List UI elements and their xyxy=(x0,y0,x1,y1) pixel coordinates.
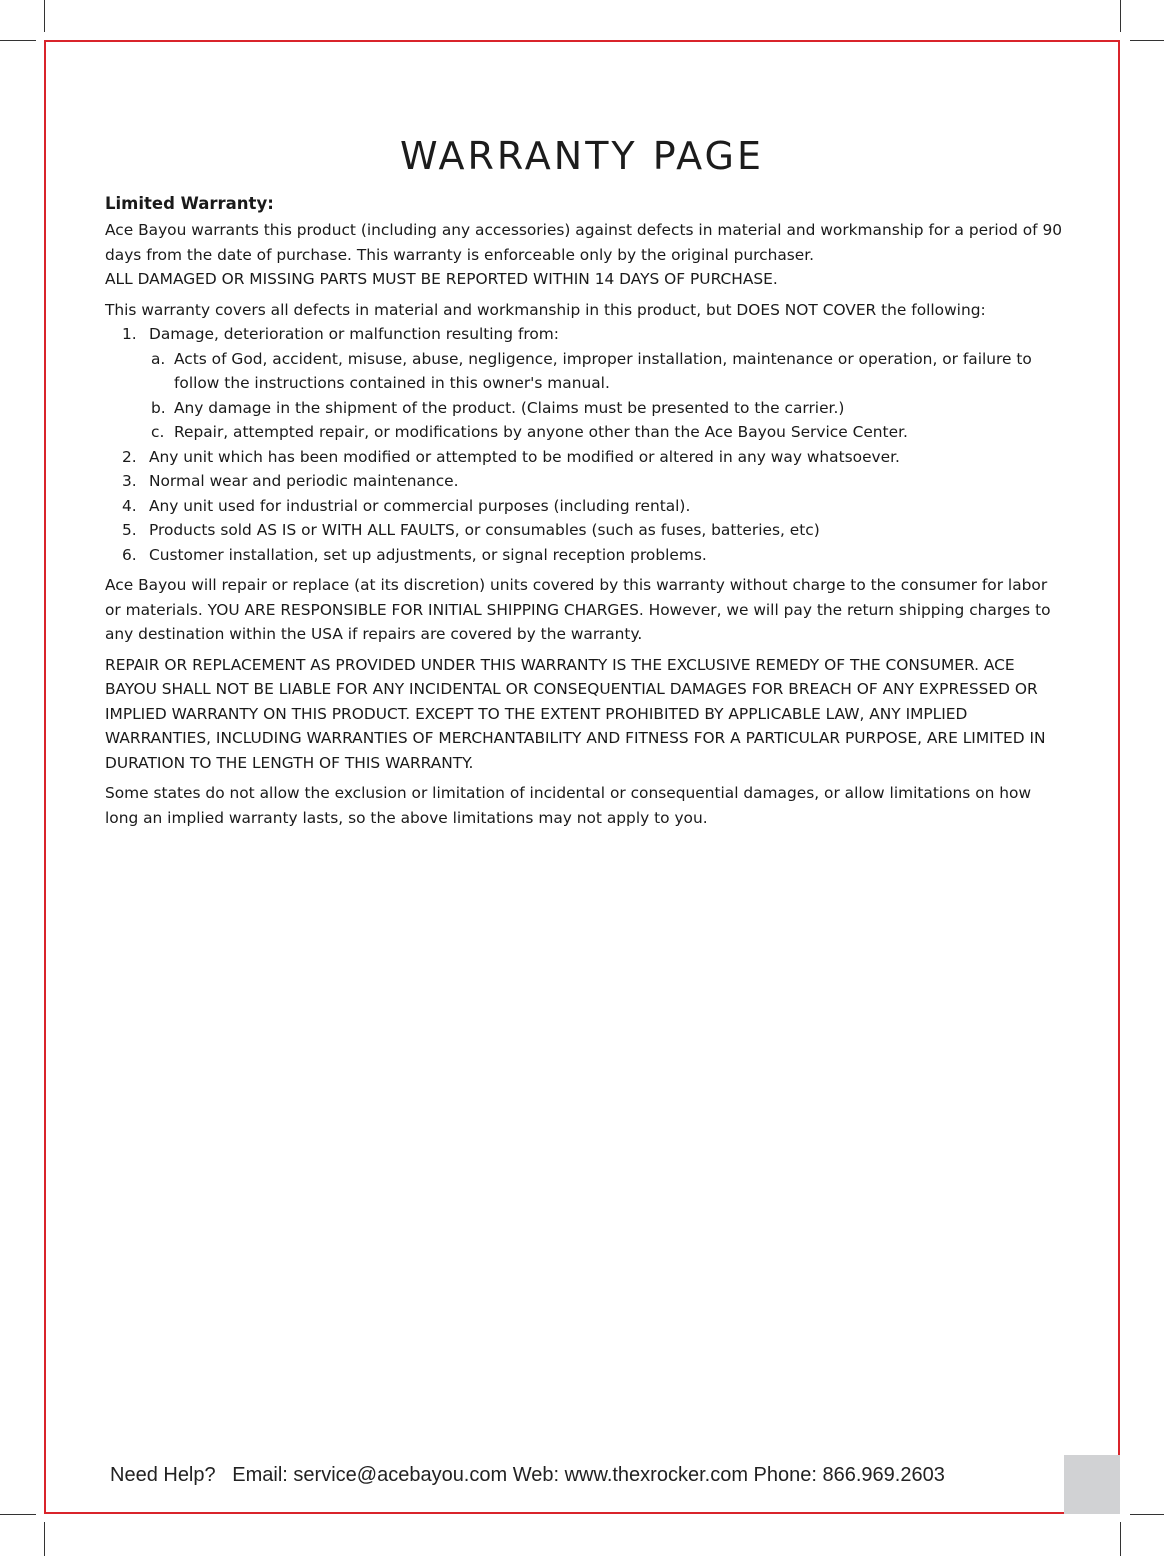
page-number-tab xyxy=(1064,1455,1120,1514)
remedy-paragraph: REPAIR OR REPLACEMENT AS PROVIDED UNDER THIS WARRANTY IS THE EXCLUSIVE REMEDY OF THE CONSUMER. ACE BAYOU SHALL NOT BE LIABLE FOR ANY INCIDENTAL OR CONSEQUENTIAL DAMAGES FOR BREACH OF ANY EXPRESSED OR IMPLIED WARRANTY ON THIS PRODUCT. EXCEPT TO THE EXTENT PROHIBITED BY APPLICABLE LAW, ANY IMPLIED WARRANTIES, INCLUDING WARRANTIES OF MERCHANTABILITY AND FITNESS FOR A PARTICULAR PURPOSE, ARE LIMITED IN DURATION TO THE LENGTH OF THIS WARRANTY. xyxy=(105,655,1046,772)
list-item: 2. Any unit which has been modified or attempted to be modified or altered in any way whatsoever. xyxy=(122,447,900,466)
crop-mark-bottom-right-h xyxy=(1130,1514,1164,1515)
list-item: c. Repair, attempted repair, or modifications by anyone other than the Ace Bayou Service Center. xyxy=(151,423,908,441)
sub-exclusions-list xyxy=(105,347,1065,445)
crop-mark-bottom-left xyxy=(44,1522,45,1556)
list-item: a. Acts of God, accident, misuse, abuse, negligence, improper installation, maintenance or operation, or failure to follow the instructions contained in this owner's manual. xyxy=(151,349,1032,392)
damaged-parts-notice: ALL DAMAGED OR MISSING PARTS MUST BE REPORTED WITHIN 14 DAYS OF PURCHASE. xyxy=(105,270,778,288)
support-phone: Phone: 866.969.2603 xyxy=(753,1464,945,1486)
list-item: 5. Products sold AS IS or WITH ALL FAULTS, or consumables (such as fuses, batteries, etc) xyxy=(122,521,820,539)
help-footer xyxy=(110,1464,945,1487)
crop-mark-top-right-h xyxy=(1130,40,1164,41)
crop-mark-top-right xyxy=(1120,0,1121,32)
page-title: WARRANTY PAGE xyxy=(400,134,764,178)
list-item: 6. Customer installation, set up adjustments, or signal reception problems. xyxy=(122,545,707,564)
section-heading: Limited Warranty: xyxy=(105,194,274,213)
warranty-body xyxy=(105,192,1065,830)
coverage-intro: This warranty covers all defects in material and workmanship in this product, but DOES NOT COVER the following: xyxy=(105,300,986,319)
crop-mark-top-left-h xyxy=(0,40,36,41)
list-item: 1. Damage, deterioration or malfunction resulting from: a. Acts of God, accident, misuse, abuse, negligence, improper installation, maintenance or operation, or failure to follow the instructions contained in this owner's manual. b. Any damage in the shipment of the product. (Claims must be presented to the carrier.) c. Repair, attempted repair, or modifications by anyone other than the Ace Bayou Service Center. xyxy=(105,322,1065,445)
crop-mark-bottom-left-h xyxy=(0,1514,36,1515)
list-item: b. Any damage in the shipment of the product. (Claims must be presented to the carrier.) xyxy=(151,398,845,417)
list-item: 4. Any unit used for industrial or commercial purposes (including rental). xyxy=(122,496,691,515)
states-paragraph: Some states do not allow the exclusion or limitation of incidental or consequential damages, or allow limitations on how long an implied warranty lasts, so the above limitations may not apply to you. xyxy=(105,784,1032,827)
intro-paragraph: Ace Bayou warrants this product (including any accessories) against defects in material and workmanship for a period of 90 days from the date of purchase. This warranty is enforceable only by the original purchaser. xyxy=(105,221,1063,264)
repair-paragraph: Ace Bayou will repair or replace (at its discretion) units covered by this warranty without charge to the consumer for labor or materials. YOU ARE RESPONSIBLE FOR INITIAL SHIPPING CHARGES. However, we will pay the return shipping charges to any destination within the USA if repairs are covered by the warranty. xyxy=(105,576,1051,643)
support-website: Web: www.thexrocker.com xyxy=(512,1464,748,1486)
crop-mark-top-left xyxy=(44,0,45,32)
support-email: Email: service@acebayou.com xyxy=(232,1464,508,1486)
exclusions-list xyxy=(105,322,1065,567)
list-item: 3. Normal wear and periodic maintenance. xyxy=(122,472,459,490)
crop-mark-bottom-right xyxy=(1120,1522,1121,1556)
help-label: Need Help? xyxy=(110,1464,216,1486)
